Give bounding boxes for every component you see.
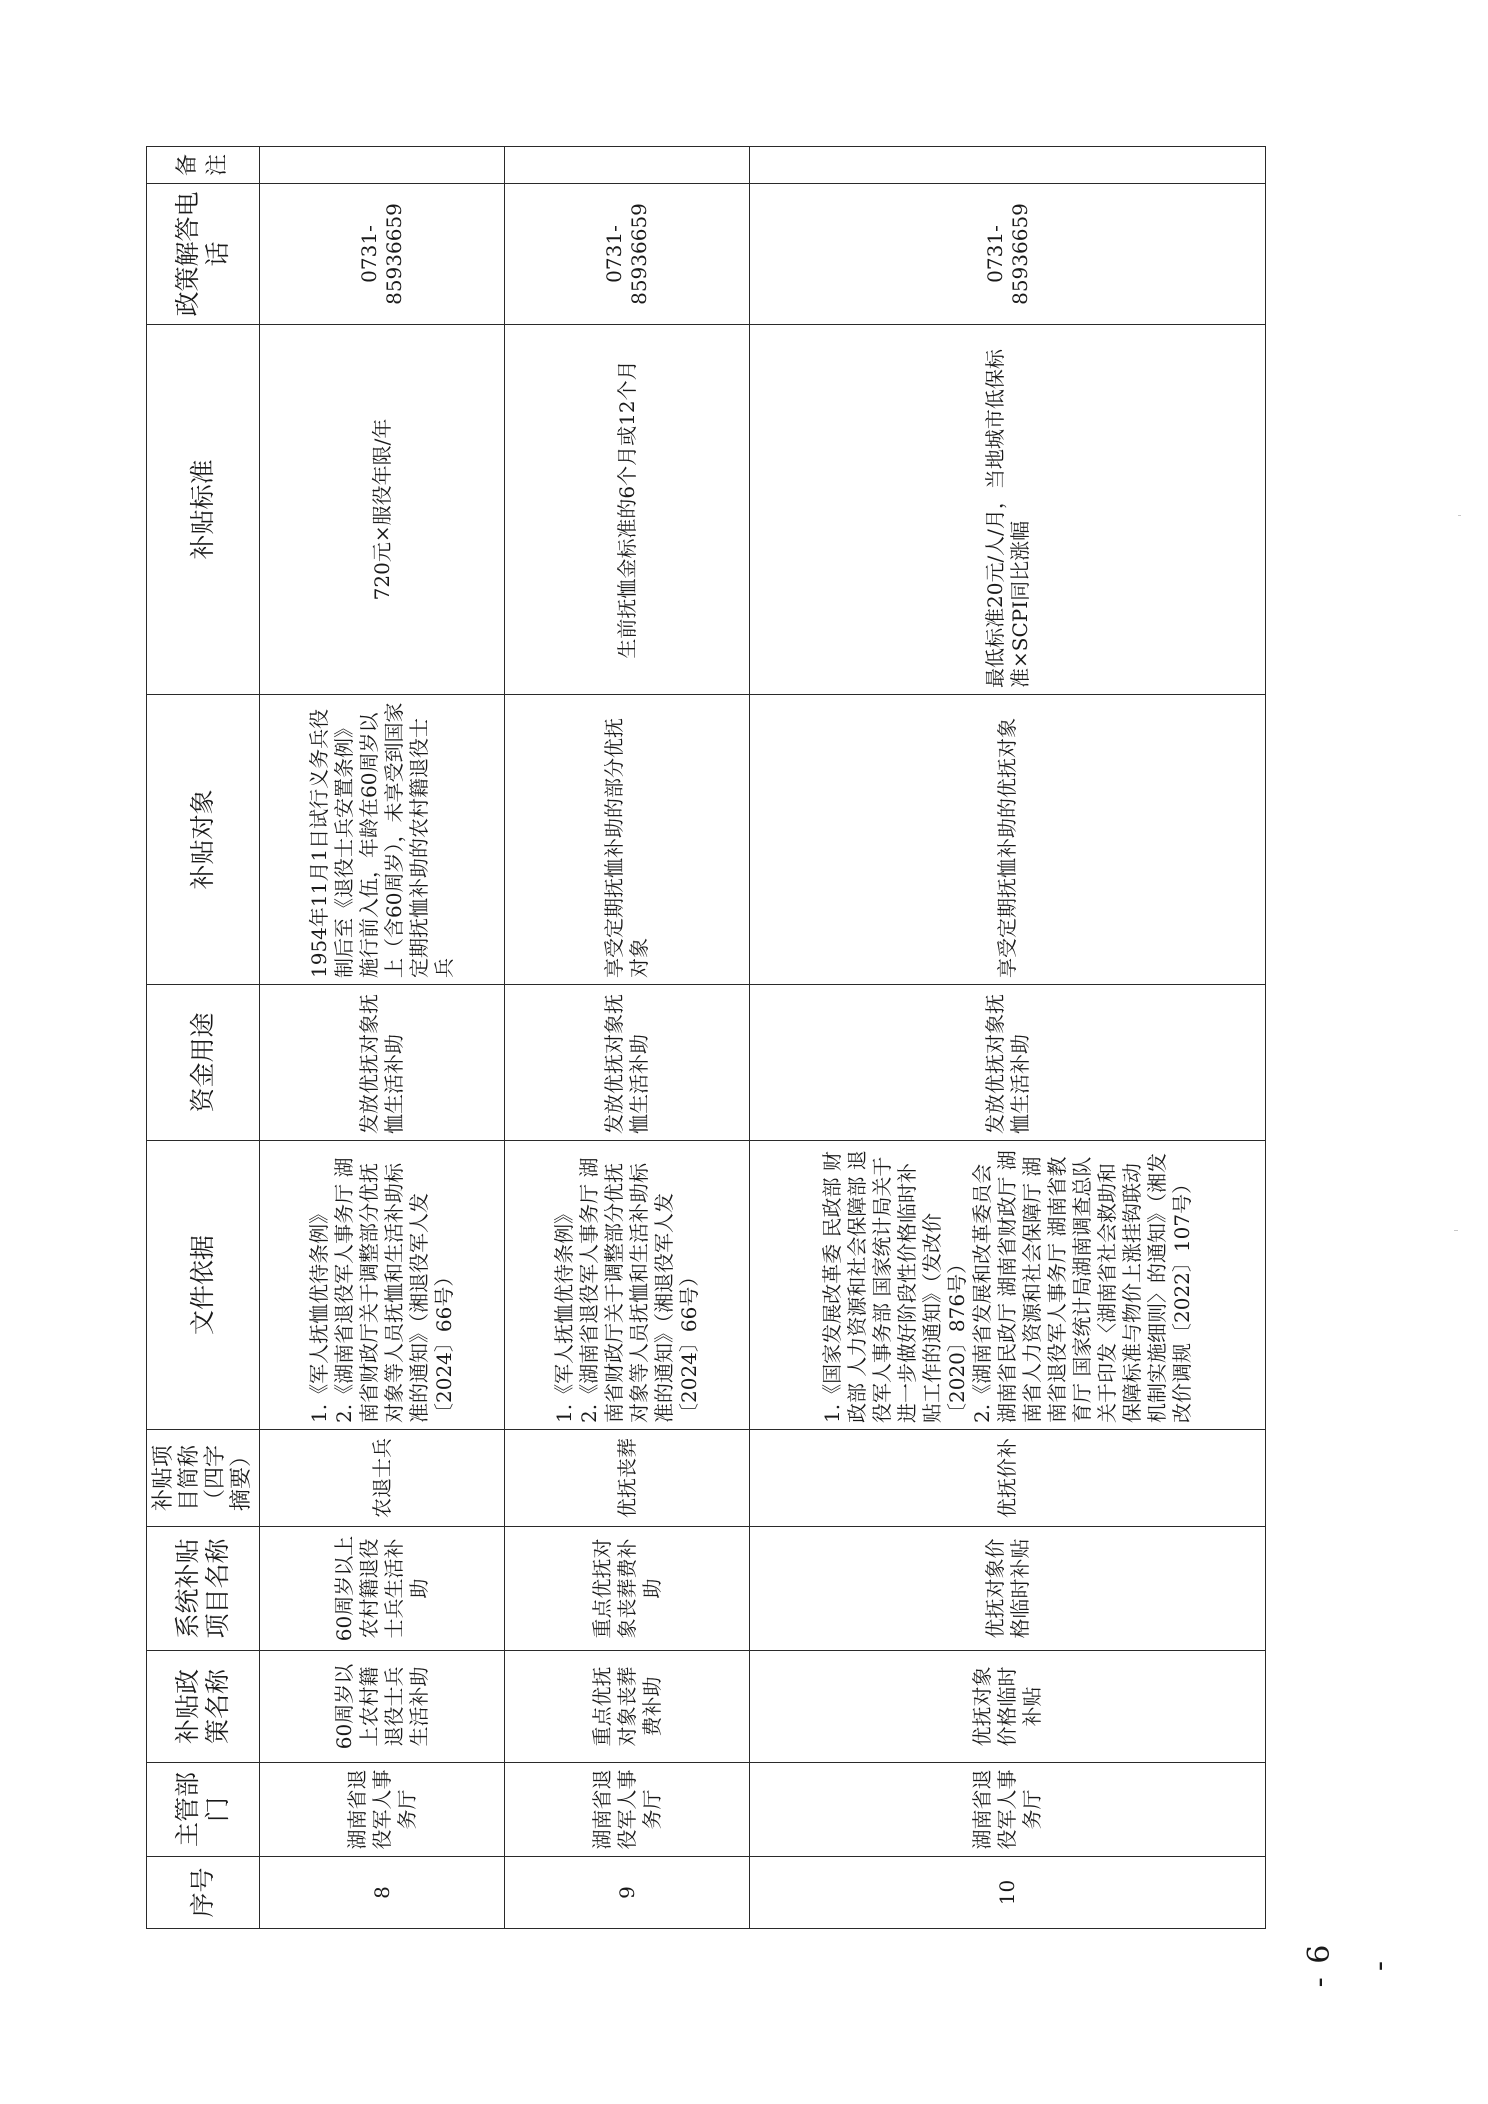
cell-phone: 0731-85936659 [750,184,1266,325]
header-seq: 序号 [147,1857,260,1929]
cell-system-item: 优抚对象价格临时补贴 [750,1527,1266,1651]
cell-short-name: 优抚丧葬 [505,1430,750,1527]
cell-department: 湖南省退役军人事务厅 [750,1763,1266,1857]
cell-phone: 0731-85936659 [260,184,505,325]
header-phone: 政策解答电话 [147,184,260,325]
cell-short-name: 农退士兵 [260,1430,505,1527]
table-header-row [147,147,260,1929]
table-row [260,147,505,1929]
cell-phone: 0731-85936659 [505,184,750,325]
header-basis: 文件依据 [147,1141,260,1430]
cell-remark [750,147,1266,184]
cell-basis: 1.《军人抚恤优待条例》 2.《湖南省退役军人事务厅 湖南省财政厅关于调整部分优抚对象等人员抚恤和生活补助标准的通知》（湘退役军人发〔2024〕66号） [260,1141,505,1430]
cell-standard: 720元×服役年限/年 [260,325,505,695]
cell-target: 享受定期抚恤补助的优抚对象 [750,695,1266,985]
scan-mark [1458,515,1461,516]
cell-standard: 生前抚恤金标准的6个月或12个月 [505,325,750,695]
cell-short-name: 优抚价补 [750,1430,1266,1527]
table-row [750,147,1266,1929]
cell-department: 湖南省退役军人事务厅 [505,1763,750,1857]
cell-policy-name: 优抚对象价格临时补贴 [750,1651,1266,1763]
cell-target: 1954年11月1日试行义务兵役制后至《退役士兵安置条例》施行前入伍，年龄在60周岁以上（含60周岁），未享受到国家定期抚恤补助的农村籍退役士兵 [260,695,505,985]
cell-standard: 最低标准20元/人/月，当地城市低保标准×SCPI同比涨幅 [750,325,1266,695]
header-policy-name: 补贴政策名称 [147,1651,260,1763]
cell-fund-use: 发放优抚对象抚恤生活补助 [750,985,1266,1141]
cell-seq: 9 [505,1857,750,1929]
cell-seq: 10 [750,1857,1266,1929]
cell-system-item: 重点优抚对象丧葬费补助 [505,1527,750,1651]
cell-basis: 1.《军人抚恤优待条例》 2.《湖南省退役军人事务厅 湖南省财政厅关于调整部分优抚对象等人员抚恤和生活补助标准的通知》（湘退役军人发〔2024〕66号） [505,1141,750,1430]
cell-policy-name: 60周岁以上农村籍退役士兵生活补助 [260,1651,505,1763]
header-department: 主管部门 [147,1763,260,1857]
page-number: - 6 - [1302,1942,1397,1988]
cell-remark [260,147,505,184]
header-target: 补贴对象 [147,695,260,985]
cell-system-item: 60周岁以上农村籍退役士兵生活补助 [260,1527,505,1651]
header-fund-use: 资金用途 [147,985,260,1141]
header-remark: 备注 [147,147,260,184]
rotated-table-container [146,147,1264,1929]
cell-fund-use: 发放优抚对象抚恤生活补助 [505,985,750,1141]
cell-fund-use: 发放优抚对象抚恤生活补助 [260,985,505,1141]
header-short-name: 补贴项目简称（四字摘要） [147,1430,260,1527]
cell-department: 湖南省退役军人事务厅 [260,1763,505,1857]
cell-seq: 8 [260,1857,505,1929]
scan-mark [1454,1230,1458,1231]
header-system-item: 系统补贴项目名称 [147,1527,260,1651]
cell-target: 享受定期抚恤补助的部分优抚对象 [505,695,750,985]
header-standard: 补贴标准 [147,325,260,695]
subsidy-policy-table [146,146,1266,1929]
cell-remark [505,147,750,184]
table-row [505,147,750,1929]
cell-basis: 1.《国家发展改革委 民政部 财政部 人力资源和社会保障部 退役军人事务部 国家统计局关于进一步做好阶段性价格临时补贴工作的通知》（发改价〔2020〕876号） 2.《湖南省发展和改革委员会 湖南省民政厅 湖南省财政厅 湖南省人力资源和社会保障厅 湖南省退役军人事务厅 湖南省教育厅 国家统计局湖南调查总队关于印发〈湖南省社会救助和保障标准与物价上涨挂钩联动机制实施细则〉的通知》（湘发改价调规〔2022〕107号） [750,1141,1266,1430]
cell-policy-name: 重点优抚对象丧葬费补助 [505,1651,750,1763]
